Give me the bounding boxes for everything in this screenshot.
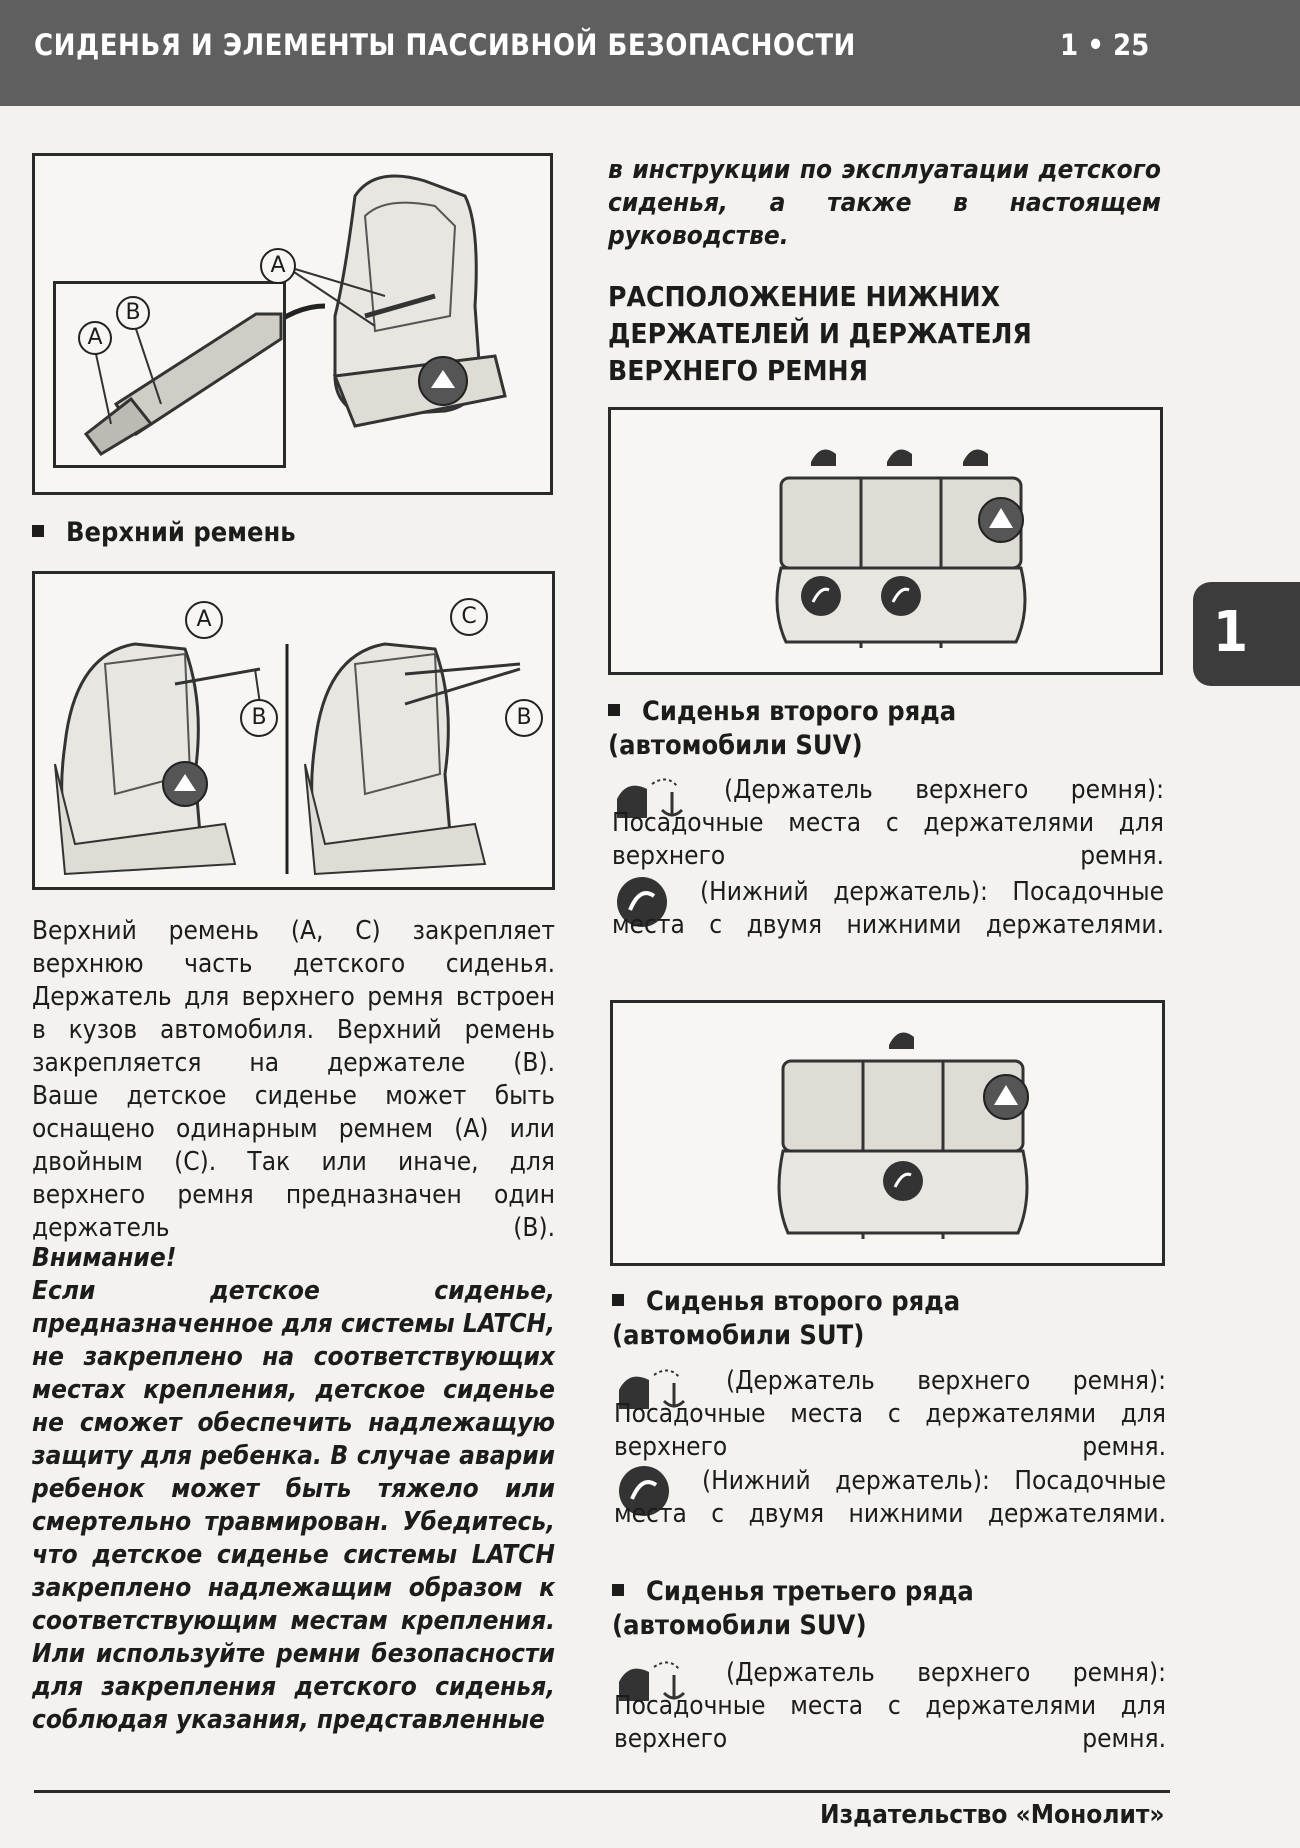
legend-top-tether-text-suv3: (Держатель верхнего ремня): Посадочные места с держателями для верхнего ремня.	[614, 1658, 1166, 1754]
section-header-title: СИДЕНЬЯ И ЭЛЕМЕНТЫ ПАССИВНОЙ БЕЗОПАСНОСТИ	[34, 28, 856, 62]
page-number: 1 • 25	[1060, 28, 1150, 62]
label-b-tether-right: B	[505, 699, 543, 737]
diagram-suv-second-row	[608, 407, 1163, 675]
seat-layout-sut-2nd-row	[613, 1003, 1162, 1263]
paragraph-top-tether-desc: Верхний ремень (A, C) закрепляет верхнюю часть детского сиденья. Держатель для верхнего ремня встроен в кузов автомобиля. Верхний ремень закрепляется на держателе (B).	[32, 916, 555, 1078]
warning-title: Внимание!	[32, 1243, 177, 1273]
bullet-square	[32, 525, 44, 537]
latch-connector-illustration	[56, 284, 283, 465]
section-title-suv-3rd-row: Сиденья третьего ряда (автомобили SUV)	[612, 1576, 974, 1641]
figure-top-tether	[32, 571, 555, 890]
chapter-tab	[1193, 582, 1300, 686]
legend-lower-anchor-text-sut2: (Нижний держатель): Посадочные места с двумя нижними держателями.	[614, 1466, 1166, 1529]
legend-top-tether-suv3	[614, 1657, 1166, 1756]
warning-text: Если детское сиденье, предназначенное для системы LATCH, не закреплено на соответствующих местах крепления, детское сиденье не сможет обеспечить надлежащую защиту для ребенка. В случае аварии ребенок может быть тяжело или смертельно травмирован. Убедитесь, что детское сиденье системы LATCH закреплено надлежащим образом к соответствующим местам крепления. Или используйте ремни безопасности для закрепления детского сиденья, соблюдая указания, представленные	[32, 1276, 555, 1735]
legend-lower-anchor-text-suv2: (Нижний держатель): Посадочные места с двумя нижними держателями.	[612, 877, 1164, 940]
section-title-top-tether: Верхний ремень	[32, 516, 296, 550]
legend-top-tether-suv2	[612, 774, 1164, 873]
figure-inset-detail	[53, 281, 286, 468]
figure-child-seat-lower-anchor	[32, 153, 553, 495]
legend-lower-anchor-sut2	[614, 1465, 1166, 1564]
heading-anchor-locations	[608, 278, 1168, 389]
seat-layout-suv-2nd-row	[611, 410, 1160, 672]
chapter-number: 1	[1213, 600, 1249, 665]
label-a-inset: A	[78, 321, 112, 355]
label-c-tether: C	[450, 598, 488, 636]
label-a-seat: A	[260, 248, 296, 284]
bullet-square	[612, 1294, 624, 1306]
label-a-tether: A	[185, 601, 223, 639]
heading-line-3: ВЕРХНЕГО РЕМНЯ	[608, 354, 869, 387]
bullet-square	[608, 704, 620, 716]
footer-divider	[34, 1790, 1170, 1793]
legend-top-tether-text-sut2: (Держатель верхнего ремня): Посадочные места с держателями для верхнего ремня.	[614, 1366, 1166, 1462]
page-header	[0, 0, 1300, 106]
section-title-suv-2nd-row: Сиденья второго ряда (автомобили SUV)	[608, 696, 957, 761]
paragraph-single-double-tether: Ваше детское сиденье может быть оснащено одинарным ремнем (A) или двойным (C). Так или иначе, для верхнего ремня предназначен один держатель (B).	[32, 1081, 555, 1243]
publisher-footer: Издательство «Монолит»	[820, 1800, 1165, 1830]
diagram-sut-second-row	[610, 1000, 1165, 1266]
paragraph-continued: в инструкции по эксплуатации детского сиденья, а также в настоящем руководстве.	[608, 155, 1161, 251]
legend-top-tether-sut2	[614, 1365, 1166, 1464]
legend-lower-anchor-suv2	[612, 876, 1164, 975]
legend-top-tether-text-suv2: (Держатель верхнего ремня): Посадочные места с держателями для верхнего ремня.	[612, 775, 1164, 871]
bullet-square	[612, 1584, 624, 1596]
label-b-tether-left: B	[240, 699, 278, 737]
label-b-inset: B	[116, 296, 150, 330]
section-title-sut-2nd-row: Сиденья второго ряда (автомобили SUT)	[612, 1286, 961, 1351]
heading-line-2: ДЕРЖАТЕЛЕЙ И ДЕРЖАТЕЛЯ	[608, 317, 1032, 350]
heading-line-1: РАСПОЛОЖЕНИЕ НИЖНИХ	[608, 280, 1001, 313]
